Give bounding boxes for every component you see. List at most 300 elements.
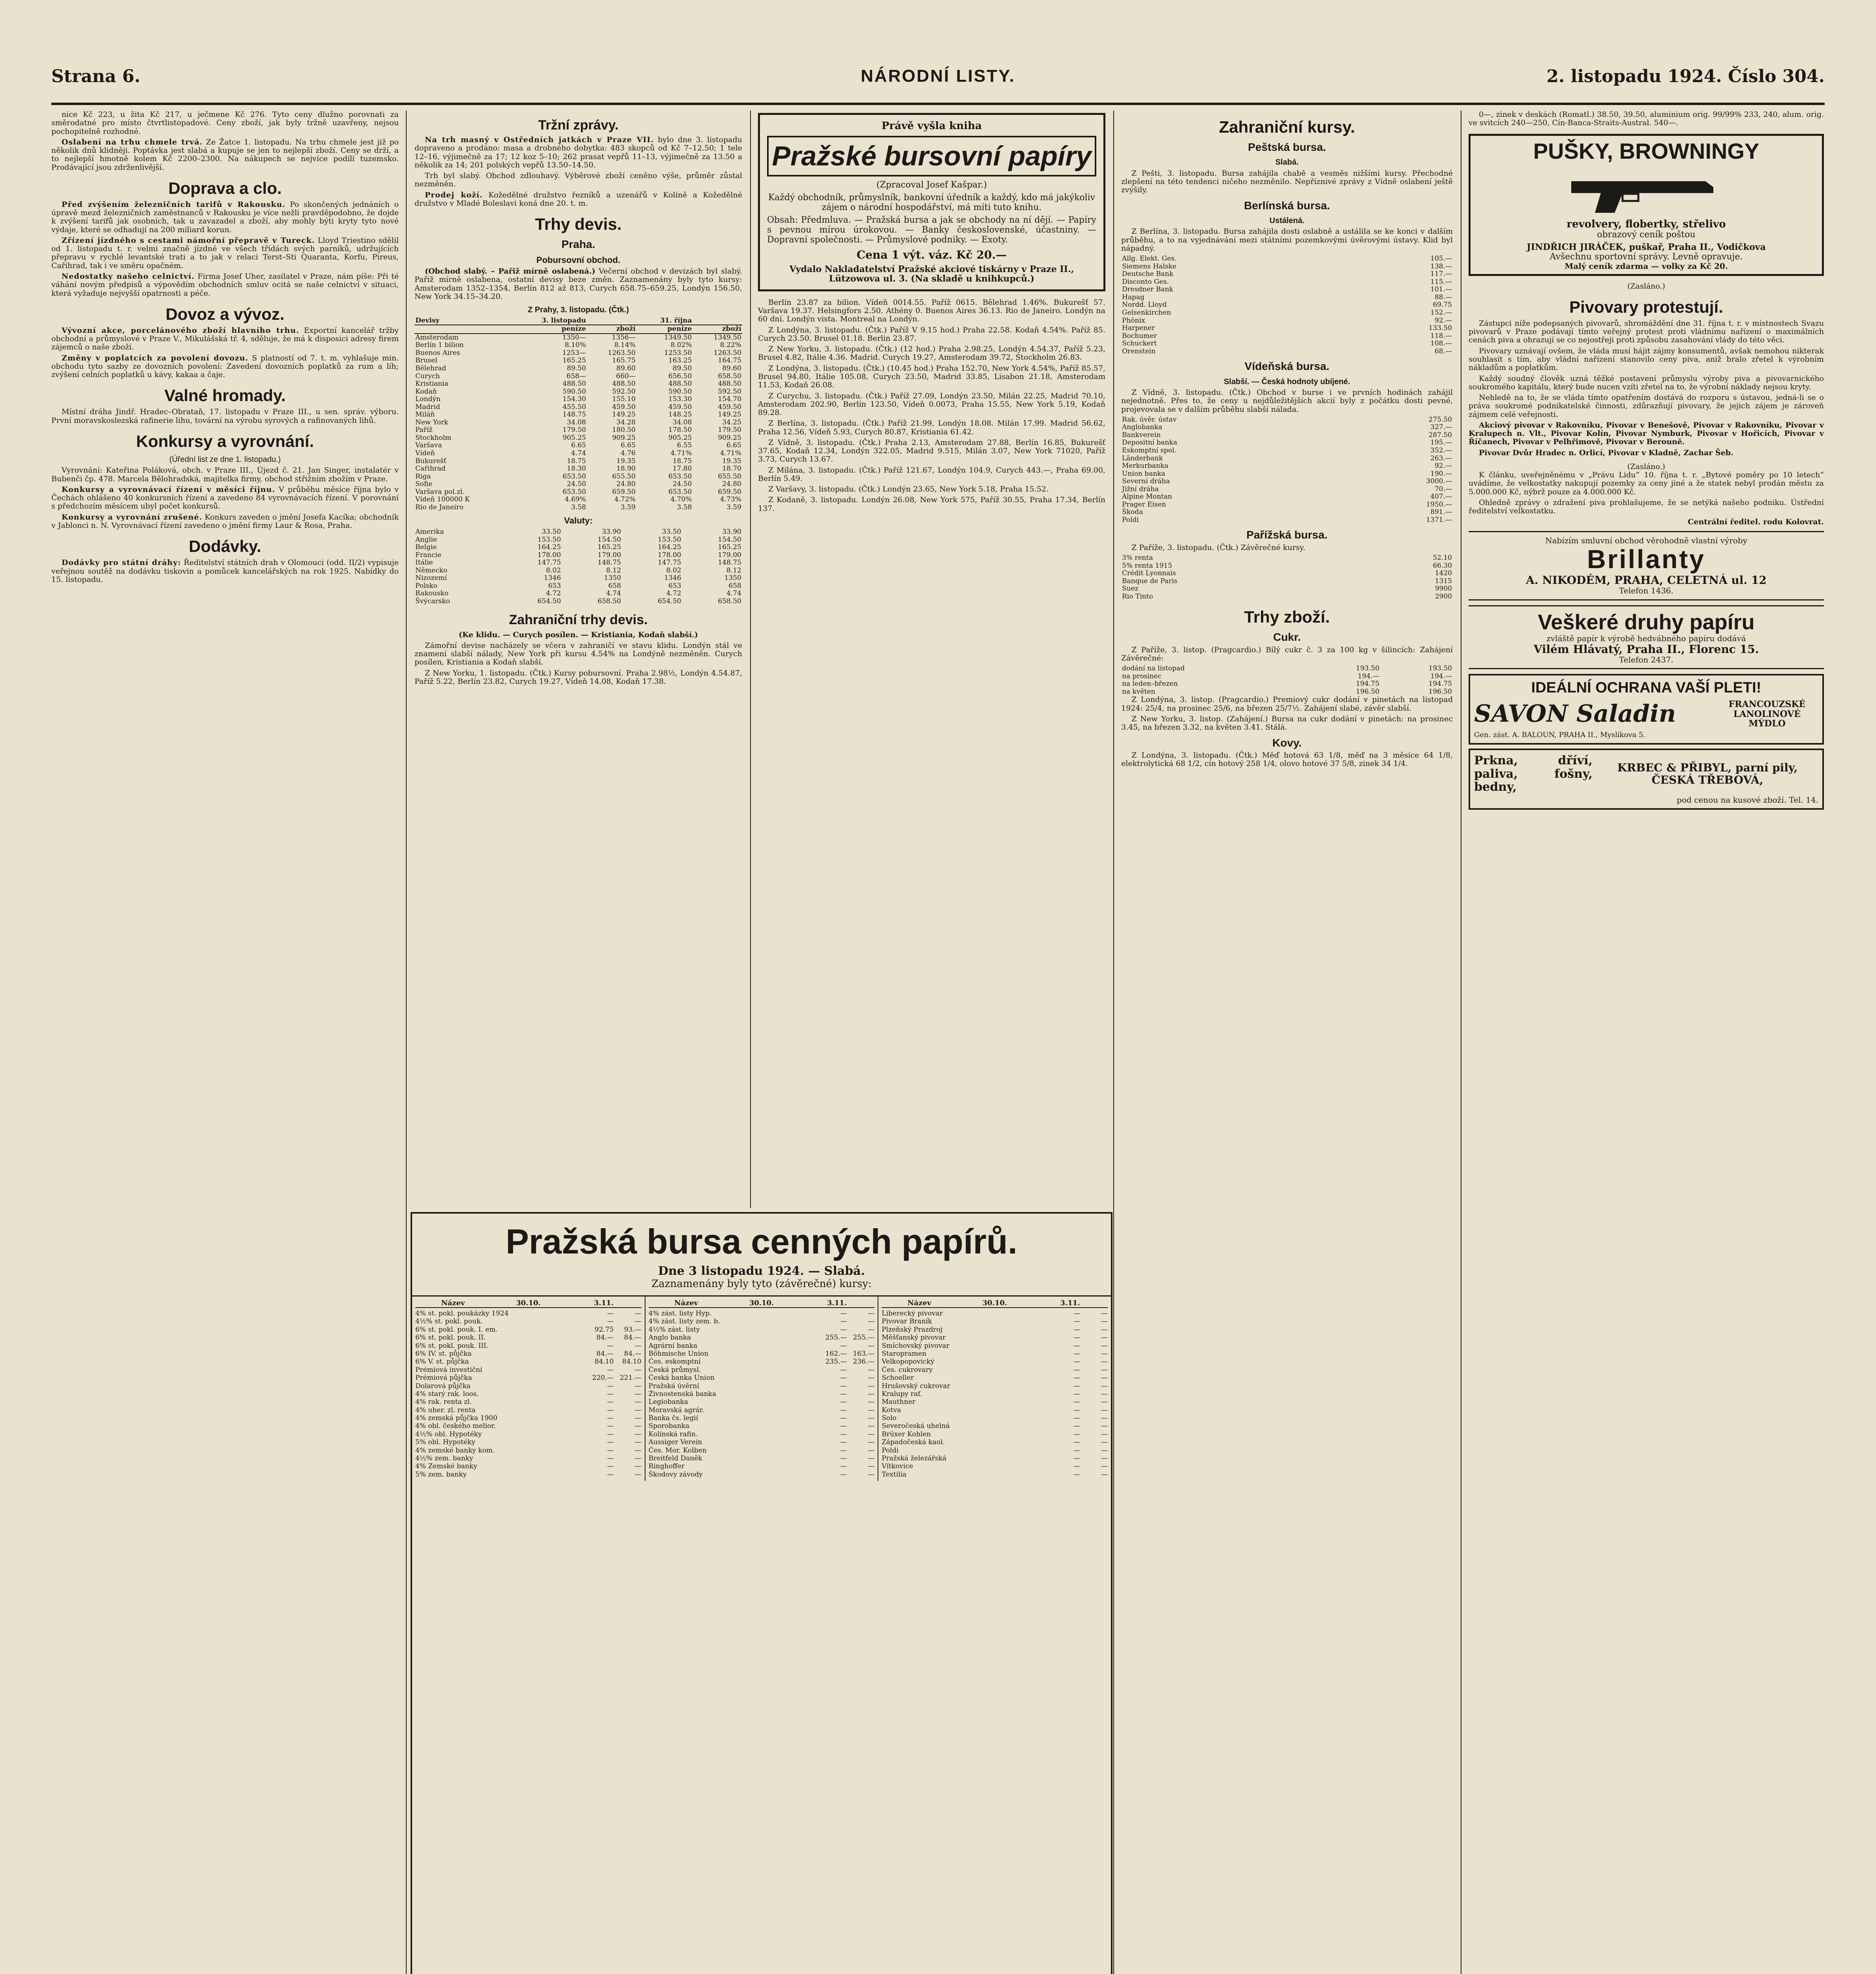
table-cell: 193.50 (1428, 664, 1452, 673)
table-cell: 17.80 (672, 465, 692, 473)
table-cell: 153.30 (668, 395, 692, 403)
table-cell: 19.35 (616, 457, 636, 465)
quote-previous: — (1073, 1390, 1081, 1398)
table-cell: 34.08 (672, 418, 692, 426)
table-row (1121, 486, 1453, 494)
table-cell: 18.75 (567, 457, 586, 465)
table-cell: Alpine Montan (1122, 493, 1172, 501)
paragraph: Nedostatky našeho celnictví. Firma Josef Uher, zasilatel v Praze, nám píše: Při té váhání novým předpisů a výpovědím obchodních smluv ocitá se naše celnictví v situaci, která vyžaduje nejvyšší opatrnosti a péče. (51, 272, 399, 298)
bursa-row (649, 1326, 875, 1334)
ad-line: FRANCOUZSKÉ LANOLINOVÉ MÝDLO (1728, 699, 1806, 729)
table-row (1121, 455, 1453, 463)
table-cell: 2900 (1435, 592, 1452, 600)
ad-firm: KRBEC & PŘIBYL, parní pily, ČESKÁ TŘEBOVÁ, (1617, 761, 1798, 787)
table-cell: Cařihrad (415, 465, 446, 473)
bursa-row (649, 1350, 875, 1358)
quote-current: — (868, 1366, 875, 1374)
table-row (415, 396, 742, 403)
sugar-quotes-body (1121, 665, 1453, 696)
table-cell: 4.74 (726, 589, 741, 598)
table-cell: 3.58 (571, 503, 586, 511)
bursa-row (882, 1317, 1108, 1325)
security-name: Živnostenská banka (648, 1390, 717, 1398)
quote-previous: — (1073, 1366, 1081, 1374)
bursa-row (882, 1406, 1108, 1414)
table-row (1121, 301, 1453, 309)
quote-current: — (868, 1462, 875, 1471)
table-cell: 179.00 (597, 551, 621, 559)
quote-previous: — (1073, 1454, 1081, 1463)
table-cell: 1350— (562, 333, 586, 342)
quote-current: 255.— (853, 1334, 875, 1342)
ad-title: PUŠKY, BROWNINGY (1533, 138, 1760, 163)
table-row (1121, 593, 1453, 601)
table-cell: 488.50 (563, 380, 586, 388)
table-cell: Švýcarsko (415, 597, 450, 605)
table-row (1121, 562, 1453, 570)
table-cell: Curych (415, 372, 440, 380)
table-row (415, 536, 742, 544)
bursa-row (649, 1398, 875, 1406)
table-cell: 147.75 (658, 559, 681, 567)
bursa-row (415, 1374, 642, 1382)
table-row (415, 380, 742, 388)
table-cell: 590.50 (668, 387, 692, 396)
table-cell: 34.25 (722, 418, 741, 426)
quote-current: 84.— (624, 1349, 642, 1358)
issue-date: 2. listopadu 1924. Číslo 304. (1546, 66, 1825, 86)
paragraph: Z Londýna, 3. listopadu. (Čtk.) (10.45 hod.) Praha 152.70, New York 4.54%, Paříž 85.57, Brusel 94.80, Itálie 105.08, Curych 23.50, Madrid 33.85, Lisabon 21.18, Amsterodam 11.53, Kodaň 26.08. (758, 364, 1105, 390)
paragraph: Z Pešti, 3. listopadu. Bursa zahájila chabě a vesměs nižšími kursy. Přechodné zlepšení na této tendenci ničeho nezměnilo. Nepříznivé zprávy z Vídně oslabení ještě zvýšily. (1121, 169, 1453, 195)
quote-previous: — (1073, 1349, 1081, 1358)
table-header-cell: peníze (636, 325, 693, 334)
table-cell: 4.69% (565, 495, 586, 504)
ad-author: (Zpracoval Josef Kašpar.) (876, 180, 987, 190)
table-row (415, 582, 742, 590)
table-cell: Deutsche Bank (1122, 270, 1174, 278)
quote-previous: — (840, 1454, 847, 1463)
quote-current: — (868, 1414, 875, 1422)
section-heading: Trhy zboží. (1244, 608, 1330, 627)
security-name: Kralupy raf. (882, 1390, 922, 1398)
section-heading: Pivovary protestují. (1569, 297, 1723, 316)
ad-line: Nabízím smluvní obchod věrohodně vlastní výroby (1545, 535, 1747, 545)
quote-previous: — (840, 1398, 847, 1406)
section-subheading: Cukr. (1273, 631, 1301, 644)
quote-current: — (1101, 1430, 1108, 1438)
security-name: 4% zemská půjčka 1900 (415, 1414, 497, 1422)
quote-previous: — (1073, 1430, 1081, 1438)
bursa-row (882, 1447, 1108, 1454)
table-row (1121, 255, 1453, 263)
paragraph: Zámořní devise nacházely se včera v zahraničí ve stavu klidu. Londýn stál ve znamení slabší nálady, New York při kursu 4.54% na Londýně nezměněn. Curych posílen, Kristiania a Kodaň slabší. (415, 641, 742, 667)
table-cell: 1263.50 (713, 349, 741, 357)
paragraph: Vývozní akce, porcelánového zboží hlavního trhu. Exportní kancelář tržby obchodní a průmyslové v Praze V., Mikulášská tř. 4, sděluje, že má k disposici adresy firem zájemců o naše zboží. (51, 326, 399, 352)
table-cell: 8.14% (614, 341, 636, 349)
quote-current: — (868, 1454, 875, 1463)
security-name: Schoeller (882, 1374, 914, 1382)
column-5 (1469, 111, 1824, 1974)
bursa-row (415, 1447, 642, 1454)
security-name: Čes. eskomptní (648, 1358, 701, 1366)
table-cell: 24.80 (616, 480, 636, 488)
quote-current: — (1101, 1462, 1108, 1471)
table-cell: 194.75 (1356, 680, 1380, 688)
bursa-row (415, 1471, 642, 1479)
quote-previous: — (607, 1310, 614, 1317)
table-row (1121, 294, 1453, 302)
table-cell: Siemens Halske (1122, 262, 1176, 270)
paragraph: Z Paříže, 3. listopadu. (Čtk.) Závěrečné kursy. (1131, 543, 1306, 552)
table-cell: Bělehrad (415, 364, 446, 372)
quote-previous: 84.— (596, 1334, 614, 1342)
quote-previous: — (840, 1382, 847, 1390)
table-row (415, 458, 742, 465)
ad-line: Gen. zást. A. BALOUN, PRAHA II., Myslíkova 5. (1474, 730, 1646, 739)
table-row (415, 480, 742, 488)
quote-current: — (1101, 1414, 1108, 1422)
table-cell: 101.— (1430, 285, 1452, 294)
table-row (415, 488, 742, 496)
section-subheading: Slabá. (1275, 158, 1299, 167)
bursa-row (415, 1310, 642, 1317)
table-row (1121, 478, 1453, 486)
table-row (415, 357, 742, 365)
quote-previous: — (607, 1446, 614, 1454)
section-heading: Konkursy a vyrovnání. (136, 432, 314, 450)
table-header-cell (587, 317, 636, 325)
table-cell: 5% renta 1915 (1122, 561, 1172, 570)
paragraph: Z Varšavy, 3. listopadu. (Čtk.) Londýn 23.65, New York 5.18, Praha 15.52. (768, 485, 1049, 494)
table-cell: 6.65 (621, 441, 636, 450)
paragraph: Změny v poplatcích za povolení dovozu. S platností od 7. t. m. vyhlašuje min. obchodu tyto sazby ze dovozních povolení: Zavedení dovozních poplatků za rum a líh; zvýšení celních poplatků u kávy, kakaa a čaje. (51, 353, 399, 379)
section-heading: Zahraniční kursy. (1219, 118, 1355, 136)
bursa-row (649, 1454, 875, 1462)
table-cell: 18.70 (722, 465, 741, 473)
paragraph: Z Vídně, 3. listopadu. (Čtk.) Praha 2.13, Amsterodam 27.88, Berlín 16.85, Bukurešť 37.65, Kodaň 12.34, Londýn 322.05, Madrid 9.515, Milán 3.07, New York 71020, Paříž 3.73, Curych 13.67. (758, 438, 1105, 464)
table-cell: 117.— (1430, 270, 1452, 278)
table-cell: 148.75 (563, 411, 586, 419)
prague-stock-exchange-block (411, 1212, 1112, 1974)
security-name: Liberecký pivovar (882, 1310, 943, 1317)
table-cell: 658.50 (597, 597, 621, 605)
table-header-cell: 31. října (636, 317, 693, 325)
table-cell: 3% renta (1122, 554, 1153, 562)
quote-previous: — (1073, 1414, 1081, 1422)
table-row (415, 590, 742, 598)
bursa-rows (415, 1310, 642, 1479)
table-cell: 1346 (664, 574, 681, 582)
table-cell: Polsko (415, 582, 437, 590)
table-cell: 66.30 (1433, 561, 1452, 570)
table-row (1121, 278, 1453, 286)
table-cell: 653 (668, 582, 681, 590)
bursa-column-header: Název 30.10. 3.11. (649, 1299, 875, 1308)
bursa-row (415, 1462, 642, 1470)
table-cell: 655.50 (718, 472, 741, 480)
quote-previous: — (607, 1438, 614, 1447)
table-cell: Amsterodam (415, 333, 459, 342)
bursa-row (415, 1382, 642, 1390)
table-cell: 178.50 (668, 426, 692, 434)
ad-line: Prkna, dříví, paliva, fošny, bedny, (1474, 754, 1593, 794)
security-name: Pražská železářská (882, 1454, 947, 1463)
table-cell: 4.74 (571, 449, 586, 457)
table-cell: 33.90 (722, 527, 741, 536)
table-cell: 287.50 (1428, 431, 1452, 439)
table-row (415, 426, 742, 434)
table-row (1121, 317, 1453, 325)
quote-current: — (634, 1470, 642, 1479)
table-cell: 590.50 (563, 387, 586, 396)
table-cell: 4.71% (720, 449, 741, 457)
table-cell: Stockholm (415, 433, 452, 442)
table-cell: Banque de Paris (1122, 577, 1178, 585)
table-cell: 153.50 (537, 535, 561, 544)
column-4 (1121, 111, 1453, 1974)
security-name: 4% zást. listy Hyp. (648, 1310, 712, 1317)
security-name: Česká banka Union (648, 1374, 715, 1382)
table-row (1121, 432, 1453, 439)
quote-current: — (1101, 1358, 1108, 1366)
table-cell: 891.— (1430, 508, 1452, 516)
bursa-column-header: Název 30.10. 3.11. (415, 1299, 642, 1308)
table-row (415, 496, 742, 504)
table-row (1121, 665, 1453, 673)
table-cell: 455.50 (563, 403, 586, 411)
quote-current: — (868, 1390, 875, 1398)
ad-publisher: Vydalo Nakladatelství Pražské akciové tiskárny v Praze II., Lützowova ul. 3. (Na skladě u knihkupců.) (789, 264, 1074, 284)
table-cell: Hapag (1122, 293, 1144, 301)
table-cell: 165.25 (718, 543, 741, 552)
section-subheading: Valuty: (564, 516, 593, 526)
bursa-row (649, 1471, 875, 1479)
security-name: 6% V. st. půjčka (415, 1358, 469, 1366)
paragraph: Z Londýna, 3. listop. (Pragcardio.) Premiový cukr dodání v pinetách na listopad 1924: 25/4, na prosinec 25/6, na březen 25/7½. Zahájení slabé, závěr slabší. (1121, 695, 1453, 713)
quote-previous: — (1073, 1334, 1081, 1342)
table-cell: Suez (1122, 585, 1139, 593)
security-name: Staropramen (882, 1349, 927, 1358)
table-row (1121, 578, 1453, 585)
table-cell: Amerika (415, 527, 444, 536)
bursa-row (882, 1326, 1108, 1334)
security-name: 6% st. pokl. pouk. III. (415, 1342, 489, 1350)
ad-title: Veškeré druhy papíru (1538, 610, 1755, 634)
table-cell: 905.25 (563, 433, 586, 442)
table-cell: 8.02 (546, 566, 561, 574)
bursa-row (882, 1350, 1108, 1358)
bursa-row (882, 1414, 1108, 1422)
security-name: Pražská úvěrní (648, 1382, 700, 1390)
section-subheading: Berlínská bursa. (1244, 199, 1330, 212)
quote-previous: — (840, 1325, 847, 1334)
table-subheader-row (415, 325, 742, 334)
table-cell: 179.50 (563, 426, 586, 434)
section-heading: Doprava a clo. (168, 178, 282, 197)
table-cell: Rak. úvěr. ústav (1122, 415, 1177, 424)
security-name: Mauthner (882, 1398, 915, 1406)
valuty-table-body (415, 528, 742, 605)
table-cell: 658.50 (718, 597, 741, 605)
paragraph: Z Londýna, 3. listopadu. (Čtk.) Paříž V 9.15 hod.) Praha 22.58. Kodaň 4.54%. Paříž 85. Curych 23.50. Brusel 01.18. Berlin 23.87. (758, 325, 1105, 343)
quote-current: 84.— (624, 1334, 642, 1342)
security-name: 4% zást. listy zem. b. (648, 1317, 720, 1326)
quote-current: — (634, 1342, 642, 1350)
ad-firm: Vilém Hlávatý, Praha II., Florenc 15. (1533, 642, 1759, 656)
table-row (1121, 462, 1453, 470)
table-cell: 1349.50 (713, 333, 741, 342)
quote-current: 84.10 (622, 1358, 642, 1366)
table-cell: Harpener (1122, 324, 1155, 332)
table-cell: 152.— (1430, 308, 1452, 317)
security-name: Prémiová půjčka (415, 1374, 472, 1382)
security-name: 4½% zem. banky (415, 1454, 473, 1463)
section-heading: Tržní zprávy. (538, 118, 619, 133)
table-cell: 658— (567, 372, 586, 380)
table-row (415, 450, 742, 458)
paragraph: Zřízení jízdného s cestami námořní přepravě v Tureck. Lloyd Triestino sdělil od 1. listopadu t. r. velmi značně jízdné ve všech třídách svých parníků, udržujících přepravu v rychlé levantské trati a to jak v relaci Terst–Sti Quaranta, Korfu, Pireus, Cařihrad, tak i ve směru opačném. (51, 236, 399, 270)
table-cell: 163.25 (668, 357, 692, 365)
security-name: Plzeňský Prazdroj (882, 1325, 943, 1334)
bursa-note: Zaznamenány byly tyto (závěrečné) kursy: (651, 1278, 872, 1290)
quote-previous: — (607, 1430, 614, 1438)
security-name: Čes. cukrovary (882, 1366, 933, 1374)
quote-previous: — (607, 1382, 614, 1390)
table-header-cell: peníze (509, 325, 587, 334)
bursa-row (649, 1462, 875, 1470)
quote-previous: — (1073, 1382, 1081, 1390)
quote-previous: — (1073, 1406, 1081, 1414)
security-name: Kolínská rafin. (648, 1430, 698, 1438)
table-cell: 108.— (1430, 340, 1452, 348)
table-row (1121, 348, 1453, 356)
quote-current: — (634, 1406, 642, 1414)
table-row (1121, 470, 1453, 478)
vienna-quotes-body (1121, 416, 1453, 524)
table-cell: 6.65 (726, 441, 741, 450)
table-row (1121, 501, 1453, 509)
quote-previous: — (840, 1422, 847, 1430)
table-row (415, 528, 742, 536)
quote-previous: — (1073, 1446, 1081, 1454)
ad-text: Každý obchodník, průmyslník, bankovní úředník a každý, kdo má jakýkoliv zájem o národní hospodářství, má míti tuto knihu. (768, 193, 1096, 212)
bursa-row (882, 1334, 1108, 1342)
table-cell: Vídeň 100000 K (415, 495, 470, 504)
bursa-row (415, 1406, 642, 1414)
column-1 (51, 111, 399, 1974)
table-cell: Sofie (415, 480, 433, 488)
section-subheading: Ustálená. (1269, 216, 1305, 225)
bursa-row (882, 1462, 1108, 1470)
security-name: 4½% st. pokl. pouk. (415, 1317, 483, 1326)
quote-previous: — (840, 1470, 847, 1479)
table-cell: 4.76 (621, 449, 636, 457)
security-name: 5% zem. banky (415, 1470, 467, 1479)
table-row (415, 567, 742, 575)
table-cell: 1420 (1435, 569, 1452, 578)
bursa-row (649, 1317, 875, 1325)
bursa-row (882, 1430, 1108, 1438)
quote-previous: — (607, 1470, 614, 1479)
security-name: Pivovar Braník (882, 1317, 932, 1326)
table-cell: na leden–březen (1122, 680, 1178, 688)
table-cell: 194.— (1358, 672, 1380, 680)
table-cell: 70.— (1434, 485, 1452, 493)
table-cell: 909.25 (612, 433, 636, 442)
paragraph: Z Paříže, 3. listop. (Pragcardio.) Bílý cukr č. 3 za 100 kg v šilincích: Zahájení Závěrečné: (1121, 645, 1453, 662)
bursa-row (649, 1366, 875, 1374)
table-cell: 24.50 (567, 480, 586, 488)
zaslano-label: (Zasláno.) (1627, 462, 1665, 471)
bursa-row (882, 1366, 1108, 1374)
soap-advertisement (1469, 674, 1824, 745)
paragraph: Každý soudný člověk uzná těžké postavení průmyslu výroby piva a pivovarnického soukromého kapitálu, který bude nucen vzíti zřetel na to, že výrobní náklady nejsou kryty. (1469, 374, 1824, 391)
table-cell: Kodaň (415, 387, 437, 396)
table-cell: Phönix (1122, 316, 1145, 325)
vienna-quotes-table (1121, 416, 1453, 524)
quote-current: — (634, 1390, 642, 1398)
bursa-row (415, 1358, 642, 1366)
quote-current: — (868, 1470, 875, 1479)
table-row (415, 349, 742, 357)
table-cell: 3000.— (1426, 477, 1452, 486)
section-subheading: Kovy. (1272, 736, 1302, 749)
bursa-columns (412, 1295, 1111, 1481)
security-name: 6% IV. st. půjčka (415, 1349, 472, 1358)
table-cell: 8.12 (726, 566, 741, 574)
quote-current: — (1101, 1454, 1108, 1463)
table-cell: 4.72 (666, 589, 681, 598)
signature: Centrální ředitel. rodu Kolovrat. (1688, 517, 1824, 526)
table-cell: 407.— (1430, 493, 1452, 501)
bursa-row (882, 1374, 1108, 1382)
paris-quotes-body (1121, 554, 1453, 600)
bursa-row (415, 1366, 642, 1374)
bursa-row (415, 1326, 642, 1334)
book-advertisement (758, 113, 1105, 291)
quote-previous: — (1073, 1438, 1081, 1447)
security-name: Smíchovský pivovar (882, 1342, 949, 1350)
table-row (1121, 309, 1453, 317)
bursa-row (649, 1422, 875, 1430)
table-cell: Bochumer (1122, 332, 1157, 340)
quote-current: — (634, 1438, 642, 1447)
quote-previous: — (1073, 1422, 1081, 1430)
table-cell: 8.12 (606, 566, 621, 574)
signatories: Pivovar Dvůr Hradec n. Orlicí, Pivovar v Kladně, Zachar Šeb. (1479, 448, 1733, 457)
bursa-rows (649, 1310, 875, 1479)
table-row (1121, 416, 1453, 424)
table-row (415, 334, 742, 342)
bursa-row (649, 1430, 875, 1438)
table-cell: dodání na listopad (1122, 664, 1185, 673)
security-name: Kotva (882, 1406, 901, 1414)
table-cell: 1356— (612, 333, 636, 342)
table-cell: Severní dráha (1122, 477, 1170, 486)
quote-previous: 162.— (825, 1349, 847, 1358)
bursa-row (415, 1350, 642, 1358)
ad-line: Malý ceník zdarma — volky za Kč 20. (1565, 261, 1728, 271)
table-cell: Merkurbanka (1122, 462, 1169, 470)
security-name: 4% zemské banky kom. (415, 1446, 495, 1454)
paragraph: Z New Yorku, 3. listopadu. (Čtk.) (12 hod.) Praha 2.98.25, Londýn 4.54.37, Paříž 5.23, Brusel 4.82, Itálie 4.36. Madrid. Curych 19.27, Amsterodam 39.72, Stockholm 26.83. (758, 345, 1105, 362)
table-row (415, 388, 742, 396)
ad-title: IDEÁLNÍ OCHRANA VAŠÍ PLETI! (1531, 679, 1762, 696)
quote-previous: — (840, 1317, 847, 1326)
quote-previous: — (840, 1390, 847, 1398)
table-row (1121, 332, 1453, 340)
column-3 (758, 111, 1105, 1200)
